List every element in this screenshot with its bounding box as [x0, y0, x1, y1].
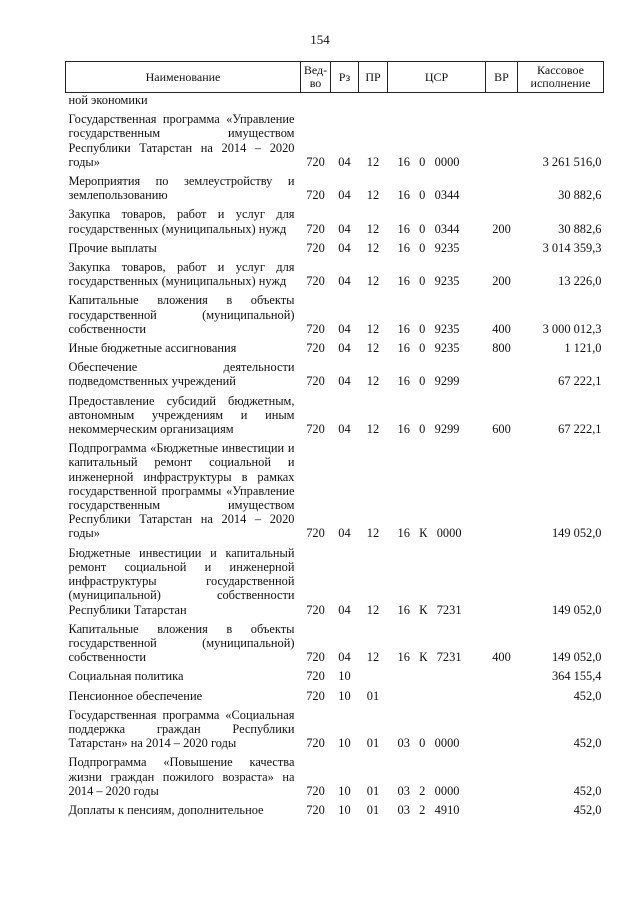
cell-ved: 720 — [306, 374, 325, 389]
cell-sum: 452,0 — [573, 736, 602, 751]
cell-csr: 16 0 9299 — [397, 422, 460, 437]
cell-ved: 720 — [306, 802, 325, 817]
table-row — [66, 258, 604, 291]
table-row — [66, 110, 604, 172]
cell-ved: 720 — [306, 783, 325, 798]
cell-rz: 04 — [338, 154, 351, 169]
cell-sum: 3 014 359,3 — [542, 240, 602, 255]
cell-name: Иные бюджетные ассигнования — [68, 341, 237, 356]
cell-rz: 10 — [338, 669, 351, 684]
cell-sum: 452,0 — [573, 688, 602, 703]
cell-sum: 67 222,1 — [558, 374, 602, 389]
cell-vr: 800 — [492, 341, 511, 356]
cell-vr — [486, 93, 518, 111]
table-row — [66, 620, 604, 668]
budget-execution-table — [65, 61, 604, 820]
cell-vr — [486, 110, 518, 172]
cell-csr — [388, 93, 486, 111]
cell-rz: 10 — [338, 736, 351, 751]
cell-sum: 3 000 012,3 — [542, 321, 602, 336]
cell-sum: 149 052,0 — [551, 602, 602, 617]
cell-csr — [388, 687, 486, 706]
cell-name: Капитальные вложения в объекты государственной (муниципальной) собственности — [68, 621, 295, 665]
cell-name: Закупка товаров, работ и услуг для государственных (муниципальных) нужд — [68, 207, 295, 236]
header-pr: ПР — [359, 62, 388, 93]
header-sum-line1: Кассовое — [537, 63, 584, 77]
cell-ved: 720 — [306, 321, 325, 336]
cell-vr: 200 — [492, 221, 511, 236]
header-sum-line2: исполнение — [530, 76, 591, 90]
table-row — [66, 544, 604, 620]
cell-rz: 04 — [338, 240, 351, 255]
table-row — [66, 706, 604, 754]
cell-pr: 12 — [366, 526, 380, 541]
cell-vr — [486, 239, 518, 258]
header-name: Наименование — [66, 62, 301, 93]
cell-rz: 10 — [338, 688, 351, 703]
table-row — [66, 801, 604, 820]
cell-rz — [331, 93, 359, 111]
cell-rz: 10 — [338, 783, 351, 798]
table-row — [66, 358, 604, 391]
table-row — [66, 205, 604, 238]
cell-pr: 12 — [366, 221, 380, 236]
cell-name: Социальная политика — [68, 669, 184, 684]
cell-pr: 01 — [366, 688, 380, 703]
cell-sum: 30 882,6 — [558, 188, 602, 203]
cell-csr: 16 0 0344 — [397, 221, 460, 236]
cell-pr: 12 — [366, 321, 380, 336]
cell-name: Государственная программа «Социальная поддержка граждан Республики Татарстан» на 2014 – 2020 годы — [68, 707, 295, 751]
cell-vr — [486, 439, 518, 543]
cell-vr — [486, 801, 518, 820]
cell-name: Обеспечение деятельности подведомственных учреждений — [68, 360, 295, 389]
cell-ved: 720 — [306, 422, 325, 437]
cell-pr: 12 — [366, 341, 380, 356]
cell-pr — [359, 667, 388, 686]
header-sum — [518, 62, 604, 93]
cell-ved: 720 — [306, 669, 325, 684]
cell-sum: 364 155,4 — [551, 669, 602, 684]
cell-name: Бюджетные инвестиции и капитальный ремонт социальной и инженерной инфраструктуры государственной (муниципальной) собственности Республики Татарстан — [68, 545, 295, 617]
cell-pr: 12 — [366, 274, 380, 289]
cell-csr: 16 0 0344 — [397, 188, 460, 203]
cell-sum: 13 226,0 — [558, 274, 602, 289]
header-ved-line2: во — [309, 76, 322, 90]
cell-name: Государственная программа «Управление государственным имуществом Республики Татарстан на 2014 – 2020 годы» — [68, 112, 295, 169]
cell-sum: 149 052,0 — [551, 526, 602, 541]
cell-vr: 600 — [492, 422, 511, 437]
cell-name: Мероприятия по землеустройству и землепользованию — [68, 174, 295, 203]
cell-sum: 149 052,0 — [551, 650, 602, 665]
cell-sum: 30 882,6 — [558, 221, 602, 236]
cell-rz: 04 — [338, 221, 351, 236]
cell-name: Закупка товаров, работ и услуг для государственных (муниципальных) нужд — [68, 260, 295, 289]
cell-pr: 12 — [366, 374, 380, 389]
cell-name: Капитальные вложения в объекты государственной (муниципальной) собственности — [68, 293, 295, 336]
cell-sum: 3 261 516,0 — [542, 154, 602, 169]
cell-csr: 16 0 9235 — [397, 274, 460, 289]
cell-pr: 01 — [366, 736, 380, 751]
cell-ved: 720 — [306, 650, 325, 665]
cell-vr: 200 — [492, 274, 511, 289]
cell-sum: 452,0 — [573, 802, 602, 817]
cell-csr — [388, 667, 486, 686]
table-row — [66, 339, 604, 358]
cell-csr: 16 0 0000 — [397, 154, 460, 169]
cell-csr: 16 0 9235 — [397, 240, 460, 255]
cell-name: Подпрограмма «Бюджетные инвестиции и капитальный ремонт социальной и инженерной инфраструктуры в рамках государственной программы «Управление государственным имуществом Республики Татарстан на 2014 – 2020 годы» — [68, 441, 295, 541]
cell-rz: 04 — [338, 650, 351, 665]
cell-name: ной экономики — [68, 93, 148, 107]
cell-csr: 16 0 9235 — [397, 341, 460, 356]
cell-rz: 10 — [338, 802, 351, 817]
header-csr: ЦСР — [388, 62, 486, 93]
cell-pr: 12 — [366, 650, 380, 665]
cell-pr: 12 — [366, 422, 380, 437]
cell-pr: 12 — [366, 188, 380, 203]
cell-sum — [518, 93, 604, 111]
table-row — [66, 172, 604, 205]
table-row — [66, 291, 604, 339]
header-rz: Рз — [331, 62, 359, 93]
cell-ved: 720 — [306, 274, 325, 289]
cell-csr: 16 К 7231 — [397, 650, 462, 665]
cell-vr — [486, 358, 518, 391]
cell-sum: 67 222,1 — [558, 422, 602, 437]
cell-name: Пенсионное обеспечение — [68, 688, 203, 703]
table-row — [66, 667, 604, 686]
page-number: 154 — [310, 32, 330, 47]
cell-rz: 04 — [338, 602, 351, 617]
cell-rz: 04 — [338, 526, 351, 541]
header-ved — [301, 62, 331, 93]
cell-vr — [486, 667, 518, 686]
cell-ved: 720 — [306, 526, 325, 541]
cell-pr — [359, 93, 388, 111]
cell-csr: 03 2 4910 — [397, 802, 460, 817]
cell-csr: 03 0 0000 — [397, 736, 460, 751]
cell-vr: 400 — [492, 321, 511, 336]
cell-ved: 720 — [306, 240, 325, 255]
cell-csr: 16 К 0000 — [397, 526, 462, 541]
cell-vr — [486, 753, 518, 801]
cell-rz: 04 — [338, 422, 351, 437]
table-row — [66, 239, 604, 258]
cell-pr: 12 — [366, 154, 380, 169]
header-vr: ВР — [486, 62, 518, 93]
cell-pr: 01 — [366, 783, 380, 798]
cell-name: Подпрограмма «Повышение качества жизни граждан пожилого возраста» на 2014 – 2020 годы — [68, 755, 295, 798]
table-row — [66, 93, 604, 111]
cell-ved: 720 — [306, 188, 325, 203]
header-ved-line1: Вед- — [303, 63, 328, 77]
cell-rz: 04 — [338, 341, 351, 356]
table-row — [66, 392, 604, 440]
cell-csr: 16 К 7231 — [397, 602, 462, 617]
cell-ved — [301, 93, 331, 111]
cell-name: Предоставление субсидий бюджетным, автономным учреждениям и иным некоммерческим организациям — [68, 393, 295, 437]
cell-sum: 1 121,0 — [564, 341, 602, 356]
cell-ved: 720 — [306, 688, 325, 703]
cell-vr — [486, 706, 518, 754]
cell-csr: 16 0 9235 — [397, 321, 460, 336]
cell-rz: 04 — [338, 321, 351, 336]
cell-pr: 01 — [366, 802, 380, 817]
cell-vr — [486, 544, 518, 620]
cell-csr: 03 2 0000 — [397, 783, 460, 798]
table-row — [66, 439, 604, 543]
cell-rz: 04 — [338, 274, 351, 289]
cell-vr — [486, 172, 518, 205]
table-row — [66, 687, 604, 706]
cell-pr: 12 — [366, 602, 380, 617]
cell-ved: 720 — [306, 154, 325, 169]
cell-rz: 04 — [338, 374, 351, 389]
cell-name: Доплаты к пенсиям, дополнительное — [68, 802, 264, 817]
cell-sum: 452,0 — [573, 783, 602, 798]
cell-ved: 720 — [306, 602, 325, 617]
cell-name: Прочие выплаты — [68, 240, 157, 255]
cell-ved: 720 — [306, 221, 325, 236]
table-row — [66, 753, 604, 801]
cell-vr: 400 — [492, 650, 511, 665]
cell-rz: 04 — [338, 188, 351, 203]
cell-pr: 12 — [366, 240, 380, 255]
cell-vr — [486, 687, 518, 706]
table-header-row — [66, 62, 604, 93]
cell-ved: 720 — [306, 341, 325, 356]
cell-csr: 16 0 9299 — [397, 374, 460, 389]
cell-ved: 720 — [306, 736, 325, 751]
